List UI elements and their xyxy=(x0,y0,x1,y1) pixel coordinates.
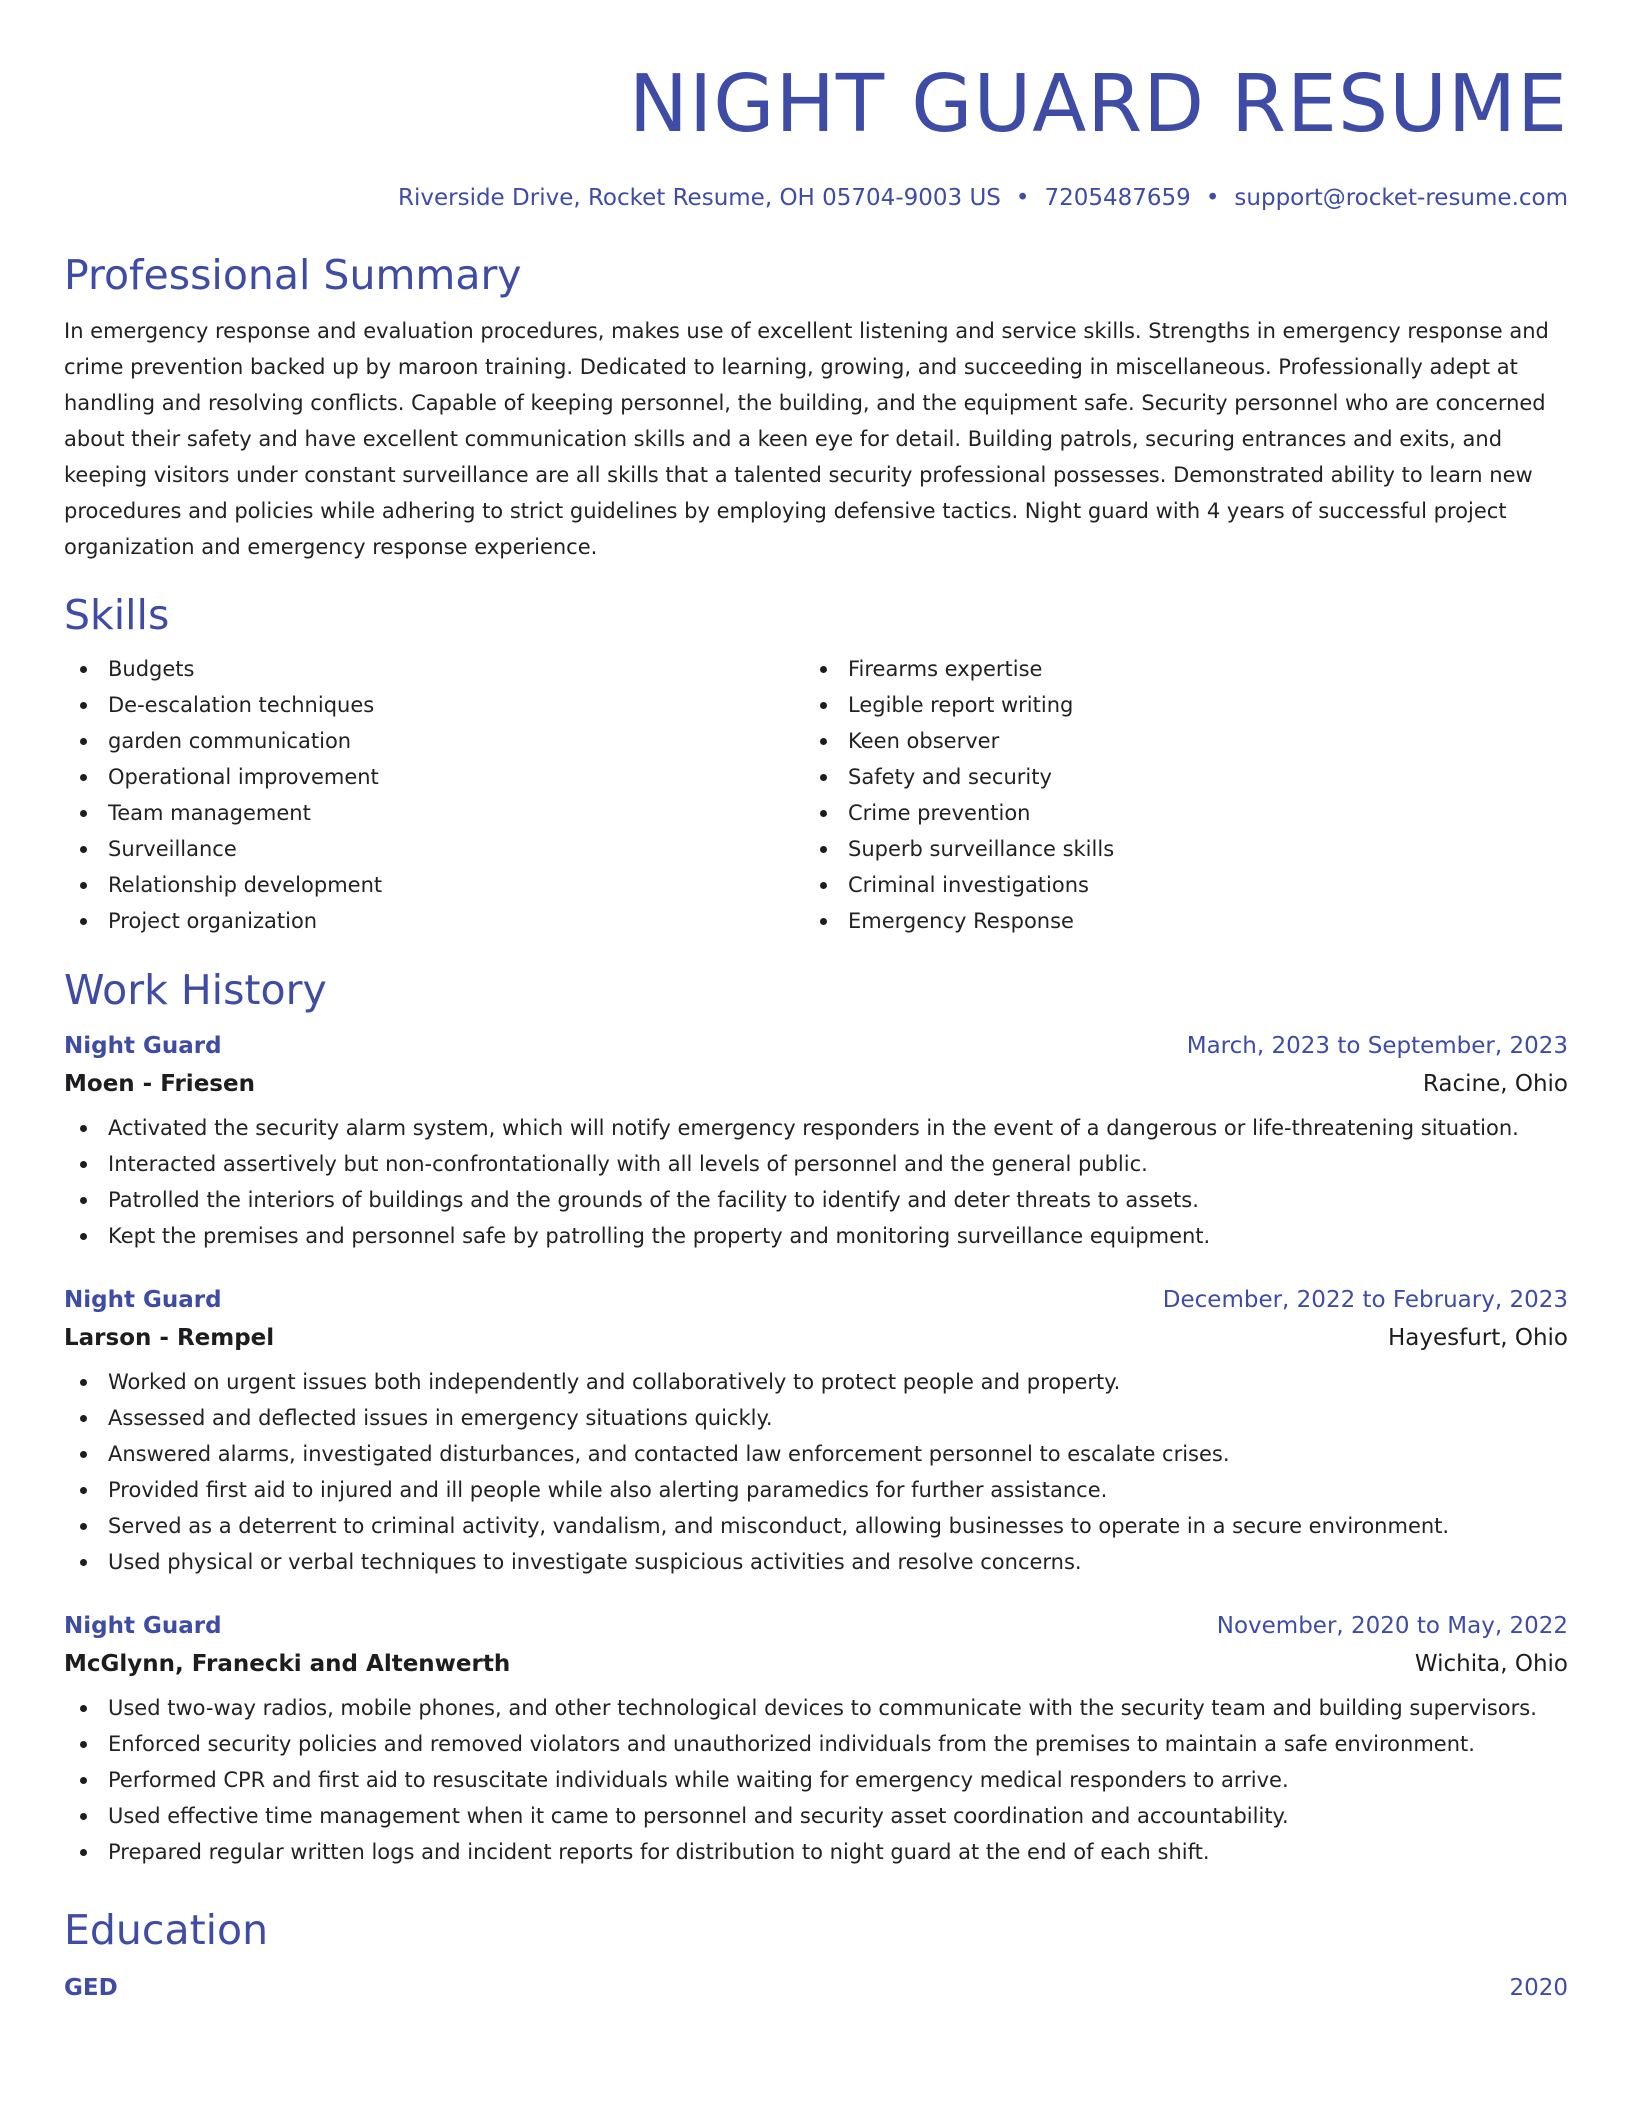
skill-item: Budgets xyxy=(64,651,804,687)
job-dates: November, 2020 to May, 2022 xyxy=(1216,1613,1568,1639)
skill-item: Criminal investigations xyxy=(804,867,1544,903)
job-title: Night Guard xyxy=(64,1033,222,1059)
job-location: Wichita, Ohio xyxy=(1414,1651,1568,1677)
job-duty: Answered alarms, investigated disturbances, and contacted law enforcement personnel to escalate crises. xyxy=(64,1436,1568,1472)
job-header xyxy=(64,1284,1568,1316)
section-title-summary: Professional Summary xyxy=(64,251,522,299)
skill-item: Firearms expertise xyxy=(804,651,1544,687)
job-duties xyxy=(64,1110,1568,1254)
job-duty: Performed CPR and first aid to resuscitate individuals while waiting for emergency medical responders to arrive. xyxy=(64,1762,1568,1798)
job-duty: Served as a deterrent to criminal activity, vandalism, and misconduct, allowing businesses to operate in a secure environment. xyxy=(64,1508,1568,1544)
contact-phone: 7205487659 xyxy=(1044,185,1191,211)
section-title-education: Education xyxy=(64,1906,269,1954)
skill-item: Legible report writing xyxy=(804,687,1544,723)
education-entry xyxy=(64,1972,1568,2004)
resume-title: NIGHT GUARD RESUME xyxy=(628,58,1568,150)
job-title: Night Guard xyxy=(64,1287,222,1313)
contact-separator: • xyxy=(1015,185,1030,211)
job-duty: Patrolled the interiors of buildings and the grounds of the facility to identify and deter threats to assets. xyxy=(64,1182,1568,1218)
skills-column-right xyxy=(804,651,1544,939)
skills-list xyxy=(64,651,1568,939)
job-duty: Provided first aid to injured and ill people while also alerting paramedics for further assistance. xyxy=(64,1472,1568,1508)
skill-item: De-escalation techniques xyxy=(64,687,804,723)
job-duty: Used effective time management when it came to personnel and security asset coordination and accountability. xyxy=(64,1798,1568,1834)
job-duty: Kept the premises and personnel safe by patrolling the property and monitoring surveillance equipment. xyxy=(64,1218,1568,1254)
job-company: McGlynn, Franecki and Altenwerth xyxy=(64,1651,511,1677)
contact-separator: • xyxy=(1205,185,1220,211)
contact-line xyxy=(64,183,1568,213)
job-duty: Enforced security policies and removed violators and unauthorized individuals from the premises to maintain a safe environment. xyxy=(64,1726,1568,1762)
summary-text: In emergency response and evaluation procedures, makes use of excellent listening and service skills. Strengths in emergency response and crime prevention backed up by maroon training. Dedicated to learning, growing, and succeeding in miscellaneous. Professionally adept at handling and resolving conflicts. Capable of keeping personnel, the building, and the equipment safe. Security personnel who are concerned about their safety and have excellent communication skills and a keen eye for detail. Building patrols, securing entrances and exits, and keeping visitors under constant surveillance are all skills that a talented security professional possesses. Demonstrated ability to learn new procedures and policies while adhering to strict guidelines by employing defensive tactics. Night guard with 4 years of successful project organization and emergency response experience. xyxy=(64,319,1549,559)
job-dates: December, 2022 to February, 2023 xyxy=(1162,1287,1568,1313)
job-duty: Interacted assertively but non-confrontationally with all levels of personnel and the general public. xyxy=(64,1146,1568,1182)
section-title-work-history: Work History xyxy=(64,966,327,1014)
job-duty: Activated the security alarm system, which will notify emergency responders in the event of a dangerous or life-threatening situation. xyxy=(64,1110,1568,1146)
job-company: Larson - Rempel xyxy=(64,1325,275,1351)
skill-item: Superb surveillance skills xyxy=(804,831,1544,867)
job-duty: Used physical or verbal techniques to investigate suspicious activities and resolve concerns. xyxy=(64,1544,1568,1580)
skill-item: Relationship development xyxy=(64,867,804,903)
job-subheader xyxy=(64,1648,1568,1680)
job-company: Moen - Friesen xyxy=(64,1071,255,1097)
skill-item: Team management xyxy=(64,795,804,831)
job-location: Hayesfurt, Ohio xyxy=(1387,1325,1568,1351)
job-subheader xyxy=(64,1322,1568,1354)
job-duties xyxy=(64,1690,1568,1870)
job-duty: Prepared regular written logs and incident reports for distribution to night guard at the end of each shift. xyxy=(64,1834,1568,1870)
job-location: Racine, Ohio xyxy=(1422,1071,1568,1097)
skill-item: Safety and security xyxy=(804,759,1544,795)
section-title-skills: Skills xyxy=(64,591,170,639)
skill-item: garden communication xyxy=(64,723,804,759)
job-subheader xyxy=(64,1068,1568,1100)
job-duty: Worked on urgent issues both independently and collaboratively to protect people and property. xyxy=(64,1364,1568,1400)
education-degree: GED xyxy=(64,1975,118,2001)
skill-item: Keen observer xyxy=(804,723,1544,759)
skill-item: Crime prevention xyxy=(804,795,1544,831)
skill-item: Surveillance xyxy=(64,831,804,867)
job-header xyxy=(64,1030,1568,1062)
contact-email[interactable]: support@rocket-resume.com xyxy=(1234,185,1568,211)
job-duty: Used two-way radios, mobile phones, and other technological devices to communicate with the security team and building supervisors. xyxy=(64,1690,1568,1726)
skills-column-left xyxy=(64,651,804,939)
skill-item: Emergency Response xyxy=(804,903,1544,939)
job-dates: March, 2023 to September, 2023 xyxy=(1186,1033,1568,1059)
education-year: 2020 xyxy=(1509,1975,1568,2001)
job-entry xyxy=(64,1030,1568,1254)
contact-address: Riverside Drive, Rocket Resume, OH 05704-9003 US xyxy=(398,185,1001,211)
skill-item: Project organization xyxy=(64,903,804,939)
job-header xyxy=(64,1610,1568,1642)
job-entry xyxy=(64,1610,1568,1870)
job-duty: Assessed and deflected issues in emergency situations quickly. xyxy=(64,1400,1568,1436)
job-duties xyxy=(64,1364,1568,1580)
skill-item: Operational improvement xyxy=(64,759,804,795)
job-entry xyxy=(64,1284,1568,1580)
job-title: Night Guard xyxy=(64,1613,222,1639)
